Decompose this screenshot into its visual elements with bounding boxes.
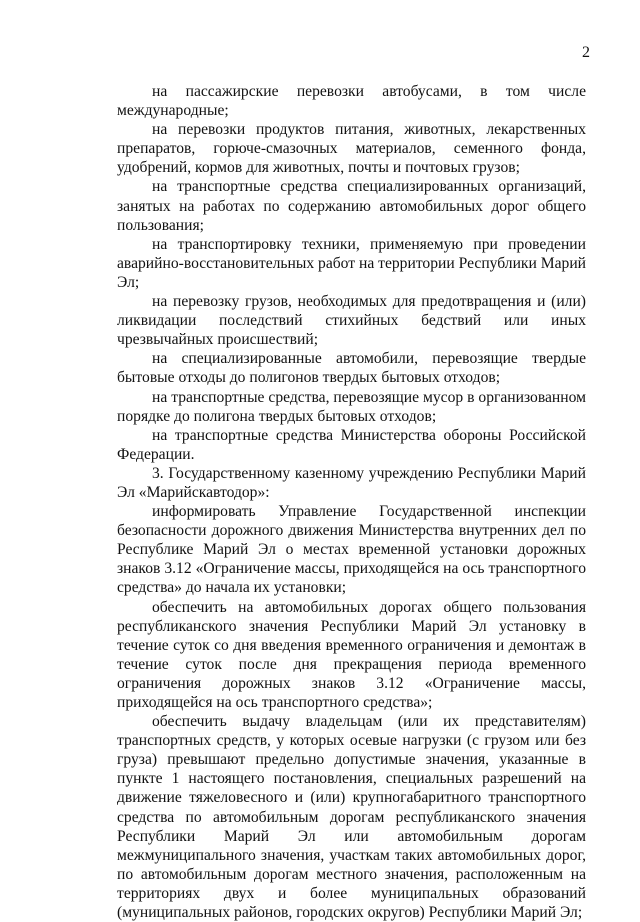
paragraph-waste-vehicles: на специализированные автомобили, перевозящие твердые бытовые отходы до полигонов твердых бытовых отходов; [117, 350, 586, 387]
paragraph-road-maintenance: на транспортные средства специализированных организаций, занятых на работах по содержанию автомобильных дорог общего пользования; [117, 178, 586, 234]
paragraph-passenger-transport: на пассажирские перевозки автобусами, в том числе международные; [117, 83, 586, 120]
paragraph-inform-traffic-police: информировать Управление Государственной инспекции безопасности дорожного движения Министерства внутренних дел по Республике Марий Эл о местах временной установки дорожных знаков 3.12 «Ограничение массы, приходящейся на ось транспортного средства» до начала их установки; [117, 503, 586, 597]
paragraph-install-signs: обеспечить на автомобильных дорогах общего пользования республиканского значения Республики Марий Эл установку в течение суток со дня введения временного ограничения и демонтаж в течение суток после дня прекращения периода временного ограничения дорожных знаков 3.12 «Ограничение массы, приходящейся на ось транспортного средства»; [117, 598, 586, 711]
document-body [117, 82, 586, 922]
paragraph-defense-ministry: на транспортные средства Министерства обороны Российской Федерации. [117, 426, 586, 463]
paragraph-garbage-transport: на транспортные средства, перевозящие мусор в организованном порядке до полигона твердых бытовых отходов; [117, 388, 586, 425]
page-number: 2 [582, 44, 590, 61]
paragraph-food-transport: на перевозки продуктов питания, животных, лекарственных препаратов, горюче-смазочных материалов, семенного фонда, удобрений, кормов для животных, почты и почтовых грузов; [117, 121, 586, 177]
paragraph-emergency-equipment: на транспортировку техники, применяемую при проведении аварийно-восстановительных работ на территории Республики Марий Эл; [117, 235, 587, 291]
paragraph-issue-permits: обеспечить выдачу владельцам (или их представителям) транспортных средств, у которых осевые нагрузки (с грузом или без груза) превышают предельно допустимые значения, указанные в пункте 1 настоящего постановления, специальных разрешений на движение тяжеловесного и (или) крупногабаритного транспортного средства по автомобильным дорогам республиканского значения Республики Марий Эл или автомобильным дорогам межмуниципального значения, участкам таких автомобильных дорог, по автомобильным дорогам местного значения, расположенным на территориях двух и более муниципальных образований (муниципальных районов, городских округов) Республики Марий Эл; [117, 713, 586, 922]
paragraph-section-3: 3. Государственному казенному учреждению Республики Марий Эл «Марийскавтодор»: [117, 464, 586, 501]
paragraph-disaster-cargo: на перевозку грузов, необходимых для предотвращения и (или) ликвидации последствий стихийных бедствий или иных чрезвычайных происшествий; [117, 293, 586, 349]
